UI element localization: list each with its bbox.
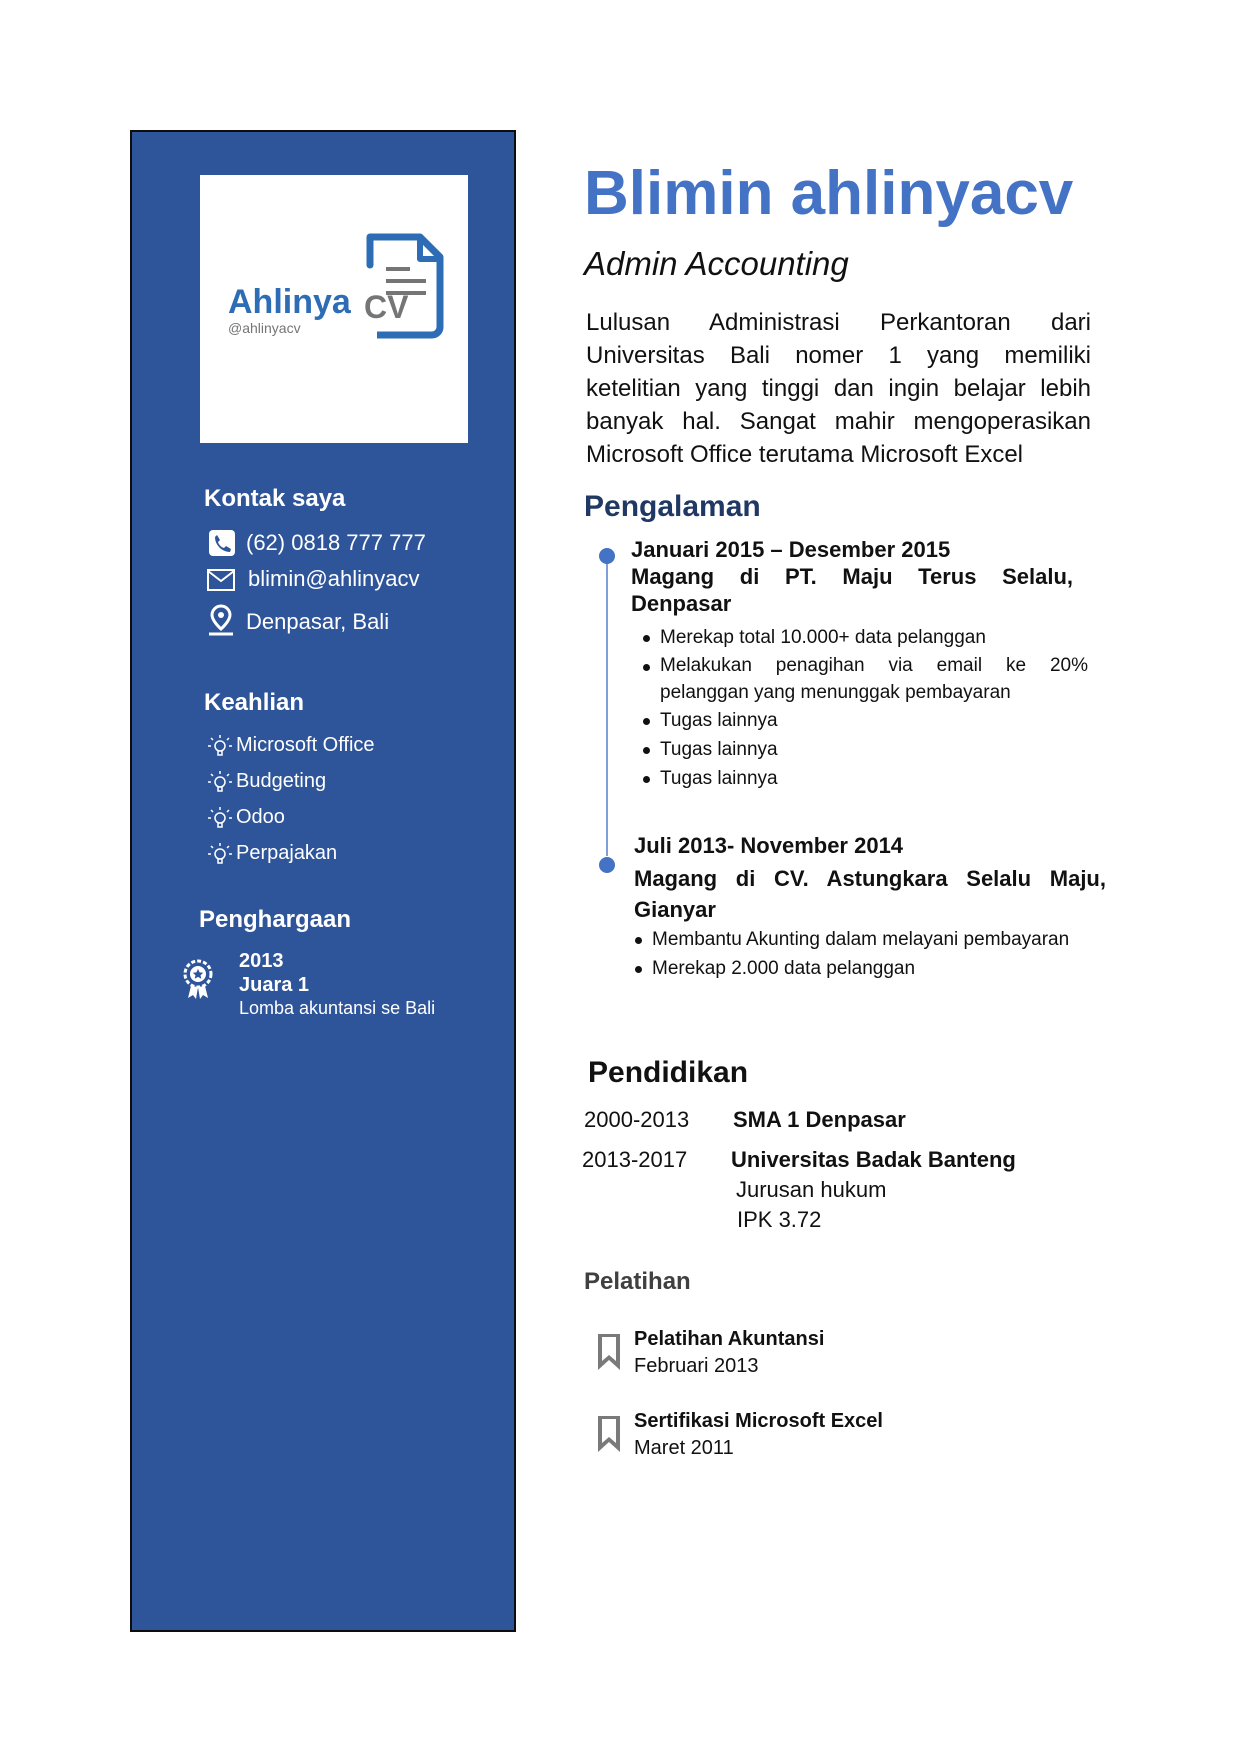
- experience-bullets: [632, 925, 1088, 983]
- list-item: Merekap 2.000 data pelanggan: [632, 954, 1088, 983]
- skill-item: Perpajakan: [236, 842, 338, 864]
- education-school: Universitas Badak Banteng: [731, 1147, 1016, 1172]
- list-item: Membantu Akunting dalam melayani pembayaran: [632, 925, 1088, 954]
- education-major: Jurusan hukum: [736, 1177, 887, 1202]
- job-title: Admin Accounting: [584, 245, 849, 282]
- bookmark-icon: [597, 1333, 621, 1371]
- lightbulb-icon: [208, 806, 232, 832]
- timeline-dot: [599, 857, 615, 873]
- training-date: Maret 2011: [634, 1437, 734, 1459]
- mail-icon: [206, 568, 236, 592]
- education-school: SMA 1 Denpasar: [733, 1107, 906, 1132]
- award-ribbon-icon: [180, 958, 216, 1002]
- education-years: 2000-2013: [584, 1107, 690, 1132]
- logo-cv-text: CV: [364, 289, 409, 325]
- logo-brand-text: Ahlinya: [228, 283, 351, 321]
- timeline-line: [606, 556, 608, 856]
- candidate-name: Blimin ahlinyacv: [584, 159, 1074, 228]
- skill-item: Odoo: [236, 806, 285, 828]
- timeline-dot: [599, 548, 615, 564]
- list-item: Merekap total 10.000+ data pelanggan: [640, 623, 1088, 652]
- award-description: Lomba akuntansi se Bali: [239, 998, 436, 1018]
- award-title: Juara 1: [239, 974, 310, 996]
- contact-heading: Kontak saya: [204, 485, 346, 512]
- sidebar: [130, 130, 516, 1632]
- training-title: Sertifikasi Microsoft Excel: [634, 1410, 883, 1432]
- experience-period: Januari 2015 – Desember 2015: [631, 537, 951, 562]
- profile-summary: Lulusan Administrasi Perkantoran dari Universitas Bali nomer 1 yang memiliki ketelitian yang tinggi dan ingin belajar lebih banyak hal. Sangat mahir mengoperasikan Microsoft Office terutama Microsoft Excel: [586, 309, 1091, 468]
- experience-heading: Pengalaman: [584, 490, 761, 523]
- awards-heading: Penghargaan: [199, 906, 352, 933]
- skills-heading: Keahlian: [204, 689, 305, 716]
- training-heading: Pelatihan: [584, 1268, 691, 1295]
- experience-bullets: [640, 623, 1088, 793]
- profile-logo-box: [200, 175, 468, 443]
- list-item: Tugas lainnya: [640, 735, 1088, 764]
- education-years: 2013-2017: [582, 1147, 688, 1172]
- skill-item: Microsoft Office: [236, 734, 375, 756]
- contact-email: blimin@ahlinyacv: [248, 566, 420, 591]
- list-item: Tugas lainnya: [640, 706, 1088, 735]
- training-title: Pelatihan Akuntansi: [634, 1328, 825, 1350]
- bookmark-icon: [597, 1415, 621, 1453]
- education-heading: Pendidikan: [588, 1056, 749, 1089]
- logo-handle-text: @ahlinyacv: [228, 320, 301, 336]
- experience-title: Magang di PT. Maju Terus Selalu, Denpasar: [631, 564, 1073, 616]
- lightbulb-icon: [208, 770, 232, 796]
- contact-location: Denpasar, Bali: [246, 609, 390, 634]
- phone-icon: [208, 529, 236, 557]
- contact-phone: (62) 0818 777 777: [246, 530, 426, 555]
- award-year: 2013: [239, 950, 284, 972]
- list-item: Melakukan penagihan via email ke 20% pelanggan yang menunggak pembayaran: [640, 652, 1088, 706]
- experience-period: Juli 2013- November 2014: [634, 833, 904, 858]
- lightbulb-icon: [208, 734, 232, 760]
- location-pin-icon: [206, 604, 236, 636]
- training-date: Februari 2013: [634, 1355, 759, 1377]
- list-item: Tugas lainnya: [640, 764, 1088, 793]
- skill-item: Budgeting: [236, 770, 327, 792]
- ahlinyacv-logo: [200, 175, 468, 443]
- education-gpa: IPK 3.72: [737, 1207, 822, 1232]
- experience-title: Magang di CV. Astungkara Selalu Maju, Gianyar: [634, 866, 1106, 922]
- lightbulb-icon: [208, 842, 232, 868]
